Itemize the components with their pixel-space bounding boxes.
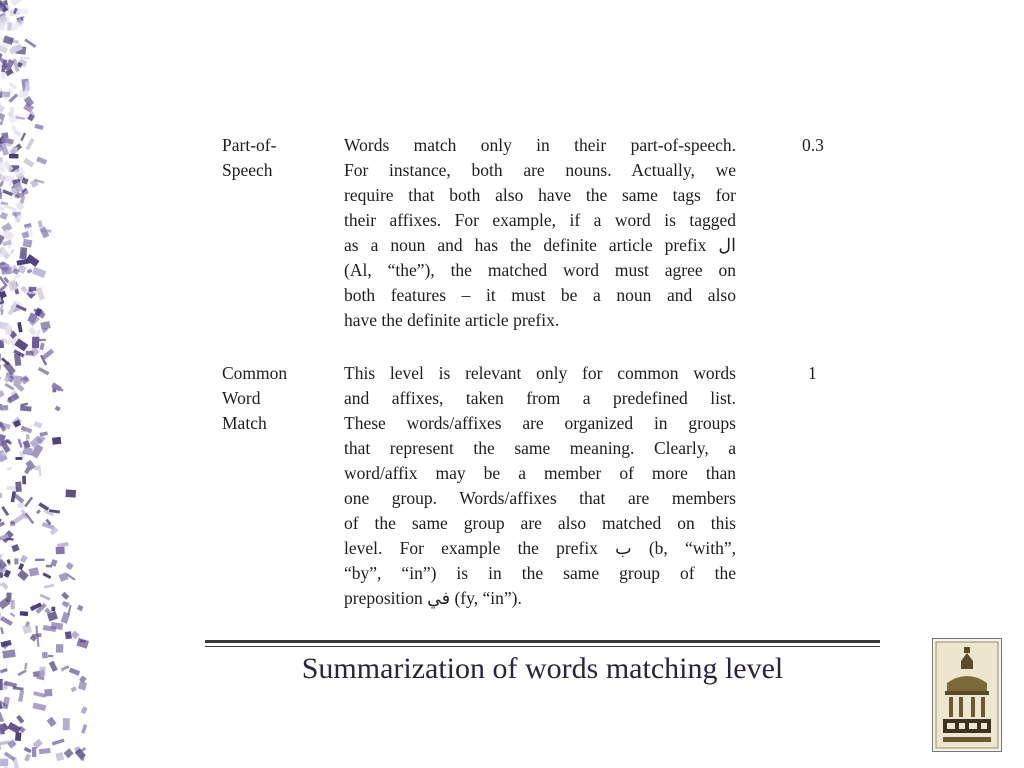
description-line: preposition في (fy, “in”).: [344, 588, 522, 608]
description-line: Words match only in their part-of-speech.: [344, 135, 736, 155]
level-weight: 0.3: [802, 135, 824, 155]
description-line: and affixes, taken from a predefined list.: [344, 388, 736, 408]
university-logo: [932, 638, 1002, 752]
description-line: (Al, “the”), the matched word must agree on: [344, 260, 736, 280]
level-description: [344, 133, 736, 333]
slide-caption: Summarization of words matching level: [301, 652, 784, 685]
description-line: “by”, “in”) is in the same group of the: [344, 563, 736, 583]
level-name: Common Word Match: [222, 363, 288, 433]
description-line: as a noun and has the definite article prefix ال: [344, 235, 736, 255]
description-line: their affixes. For example, if a word is tagged: [344, 210, 736, 230]
caption-divider-thick: [205, 640, 880, 643]
description-line: that represent the same meaning. Clearly, a: [344, 438, 736, 458]
description-line: This level is relevant only for common words: [344, 363, 736, 383]
description-line: word/affix may be a member of more than: [344, 463, 736, 483]
level-description: [344, 361, 736, 611]
description-line: level. For example the prefix ب (b, “with”,: [344, 538, 736, 558]
description-line: require that both also have the same tags for: [344, 185, 736, 205]
caption-divider-thin: [205, 646, 880, 647]
description-line: both features – it must be a noun and also: [344, 285, 736, 305]
matching-level-table: [200, 128, 840, 628]
description-line: For instance, both are nouns. Actually, we: [344, 160, 736, 180]
description-line: These words/affixes are organized in groups: [344, 413, 736, 433]
description-line: have the definite article prefix.: [344, 310, 560, 330]
level-name: Part-of- Speech: [222, 135, 277, 180]
decorative-confetti-border: [0, 0, 120, 768]
level-weight: 1: [808, 363, 817, 383]
description-line: one group. Words/affixes that are members: [344, 488, 736, 508]
description-line: of the same group are also matched on this: [344, 513, 736, 533]
